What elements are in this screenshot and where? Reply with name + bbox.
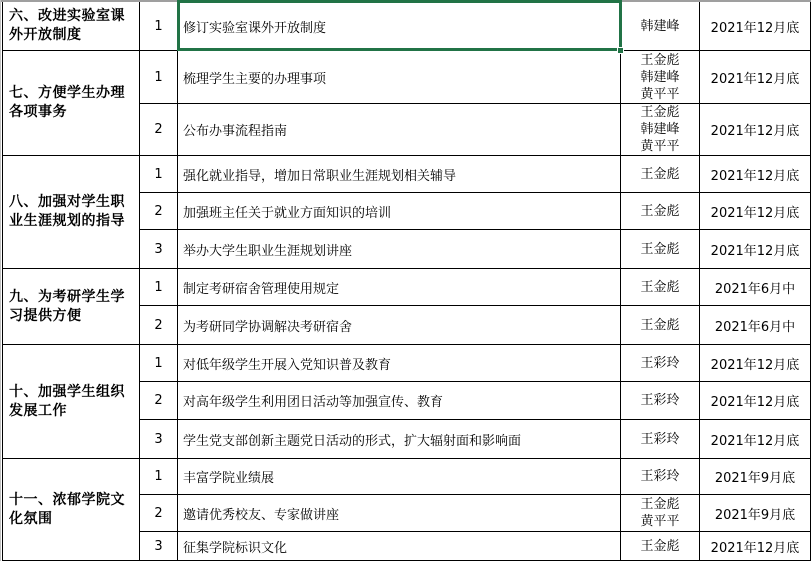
owner-name: 王金彪 (640, 279, 680, 295)
deadline-cell[interactable]: 2021年12月底 (710, 205, 800, 221)
task-label: 制定考研宿舍管理使用规定 (183, 281, 340, 297)
index-cell[interactable]: 2 (140, 382, 178, 419)
task-label: 对高年级学生利用团日活动等加强宣传、教育 (183, 395, 444, 410)
task-label: 强化就业指导，增加日常职业生涯规划相关辅导 (183, 168, 457, 184)
selected-cell[interactable] (178, 2, 621, 50)
owner-cell[interactable] (621, 345, 700, 381)
task-cell[interactable] (178, 459, 621, 494)
deadline-cell[interactable]: 2021年12月底 (710, 433, 800, 449)
task-label: 加强班主任关于就业方面知识的培训 (183, 205, 392, 221)
deadline-cell[interactable]: 2021年12月底 (710, 124, 800, 139)
task-cell[interactable] (178, 306, 621, 344)
task-label: 邀请优秀校友、专家做讲座 (183, 507, 340, 523)
owner-name: 王彩玲 (640, 393, 680, 408)
table-row (140, 2, 810, 50)
task-label: 为考研同学协调解决考研宿舍 (183, 319, 353, 335)
index-cell[interactable]: 1 (140, 345, 178, 381)
owner-name: 王彩玲 (640, 355, 680, 371)
owner-name: 王金彪 (640, 166, 680, 182)
table-row (140, 420, 810, 458)
owner-cell[interactable] (621, 306, 700, 344)
index-cell[interactable]: 2 (140, 495, 178, 531)
task-cell[interactable] (178, 269, 621, 305)
task-label: 修订实验室课外开放制度 (183, 20, 327, 36)
table-row (140, 382, 810, 420)
owner-cell[interactable] (621, 459, 700, 494)
category-cell[interactable] (3, 51, 140, 155)
category-label: 九、为考研学生学习提供方便 (9, 288, 125, 324)
index-cell[interactable]: 3 (140, 532, 178, 560)
section-rows (140, 269, 810, 344)
table-section-4 (3, 269, 810, 345)
deadline-cell[interactable]: 2021年6月中 (714, 281, 796, 297)
owner-name: 王彩玲 (640, 469, 680, 484)
task-cell[interactable] (178, 532, 621, 560)
owner-name: 黄平平 (640, 86, 680, 102)
section-rows (140, 2, 810, 50)
owner-cell[interactable] (621, 51, 700, 103)
category-label: 十一、浓郁学院文化氛围 (9, 491, 125, 527)
work-plan-table (2, 2, 811, 561)
task-label: 学生党支部创新主题党日活动的形式，扩大辐射面和影响面 (183, 433, 522, 449)
index-cell[interactable]: 1 (140, 51, 178, 103)
task-cell[interactable] (178, 193, 621, 229)
owner-name: 王金彪 (640, 52, 680, 68)
index-cell[interactable]: 3 (140, 230, 178, 268)
owner-cell[interactable] (621, 104, 700, 155)
index-cell[interactable]: 2 (140, 104, 178, 155)
table-row (140, 495, 810, 532)
deadline-cell[interactable]: 2021年9月底 (714, 507, 796, 523)
cutoff-left-gridline (0, 0, 1, 561)
table-row (140, 306, 810, 344)
task-label: 举办大学生职业生涯规划讲座 (183, 243, 353, 259)
task-label: 梳理学生主要的办理事项 (183, 71, 327, 87)
table-section-6 (3, 459, 810, 560)
deadline-cell[interactable]: 2021年6月中 (714, 319, 796, 335)
section-rows (140, 156, 810, 268)
deadline-cell[interactable]: 2021年12月底 (710, 243, 800, 259)
deadline-cell[interactable]: 2021年12月底 (710, 357, 800, 373)
task-cell[interactable] (178, 156, 621, 192)
deadline-cell[interactable]: 2021年12月底 (710, 71, 800, 87)
table-row (140, 345, 810, 382)
index-cell[interactable]: 3 (140, 420, 178, 458)
section-rows (140, 459, 810, 560)
task-cell[interactable] (178, 230, 621, 268)
owner-name: 王彩玲 (640, 431, 680, 447)
fill-handle[interactable] (617, 47, 624, 54)
owner-cell[interactable] (621, 193, 700, 229)
category-label: 八、加强对学生职业生涯规划的指导 (9, 194, 125, 229)
owner-cell[interactable] (621, 156, 700, 192)
deadline-cell[interactable]: 2021年12月底 (710, 540, 800, 556)
owner-name: 王金彪 (640, 317, 680, 333)
owner-name: 王金彪 (640, 497, 680, 512)
task-label: 对低年级学生开展入党知识普及教育 (183, 357, 392, 373)
owner-name: 黄平平 (640, 139, 680, 154)
category-cell[interactable] (3, 2, 140, 50)
owner-cell[interactable] (621, 420, 700, 458)
category-cell[interactable] (3, 156, 140, 268)
task-label: 征集学院标识文化 (183, 540, 288, 556)
owner-cell[interactable] (621, 532, 700, 560)
owner-name: 王金彪 (640, 105, 680, 120)
owner-name: 黄平平 (640, 514, 680, 529)
index-cell[interactable]: 1 (140, 459, 178, 494)
owner-name: 王金彪 (640, 203, 680, 219)
category-label: 六、改进实验室课外开放制度 (9, 8, 125, 43)
table-row (140, 230, 810, 268)
task-cell[interactable] (178, 495, 621, 531)
owner-cell[interactable] (621, 269, 700, 305)
index-cell[interactable]: 2 (140, 193, 178, 229)
owner-cell[interactable] (621, 2, 700, 50)
owner-name: 韩建峰 (640, 69, 680, 85)
category-label: 七、方便学生办理各项事务 (9, 85, 125, 120)
index-cell[interactable]: 2 (140, 306, 178, 344)
task-cell[interactable] (178, 382, 621, 419)
task-cell[interactable] (178, 420, 621, 458)
section-rows (140, 345, 810, 458)
owner-name: 王金彪 (640, 241, 680, 257)
index-cell[interactable]: 1 (140, 156, 178, 192)
table-section-5 (3, 345, 810, 459)
table-section-2 (3, 51, 810, 156)
category-cell[interactable] (3, 459, 140, 560)
category-label: 十、加强学生组织发展工作 (9, 383, 125, 419)
table-row (140, 532, 810, 560)
deadline-cell[interactable]: 2021年12月底 (710, 20, 800, 36)
owner-name: 韩建峰 (640, 122, 680, 137)
task-cell[interactable] (178, 104, 621, 155)
deadline-cell[interactable]: 2021年9月底 (714, 471, 796, 486)
table-row (140, 104, 810, 155)
task-cell[interactable] (178, 345, 621, 381)
table-section-1 (3, 2, 810, 51)
index-cell[interactable]: 1 (140, 269, 178, 305)
table-row (140, 269, 810, 306)
category-cell[interactable] (3, 269, 140, 344)
task-label: 丰富学院业绩展 (183, 471, 275, 486)
section-rows (140, 51, 810, 155)
deadline-cell[interactable]: 2021年12月底 (710, 168, 800, 184)
owner-cell[interactable] (621, 382, 700, 419)
table-row (140, 459, 810, 495)
category-cell[interactable] (3, 345, 140, 458)
owner-name: 韩建峰 (640, 18, 680, 34)
deadline-cell[interactable]: 2021年12月底 (710, 395, 800, 410)
owner-cell[interactable] (621, 230, 700, 268)
table-section-3 (3, 156, 810, 269)
table-row (140, 156, 810, 193)
table-row (140, 193, 810, 230)
task-label: 公布办事流程指南 (183, 124, 288, 139)
table-row (140, 51, 810, 104)
index-cell[interactable]: 1 (140, 2, 178, 50)
owner-name: 王金彪 (640, 538, 680, 554)
owner-cell[interactable] (621, 495, 700, 531)
task-cell[interactable] (178, 51, 621, 103)
